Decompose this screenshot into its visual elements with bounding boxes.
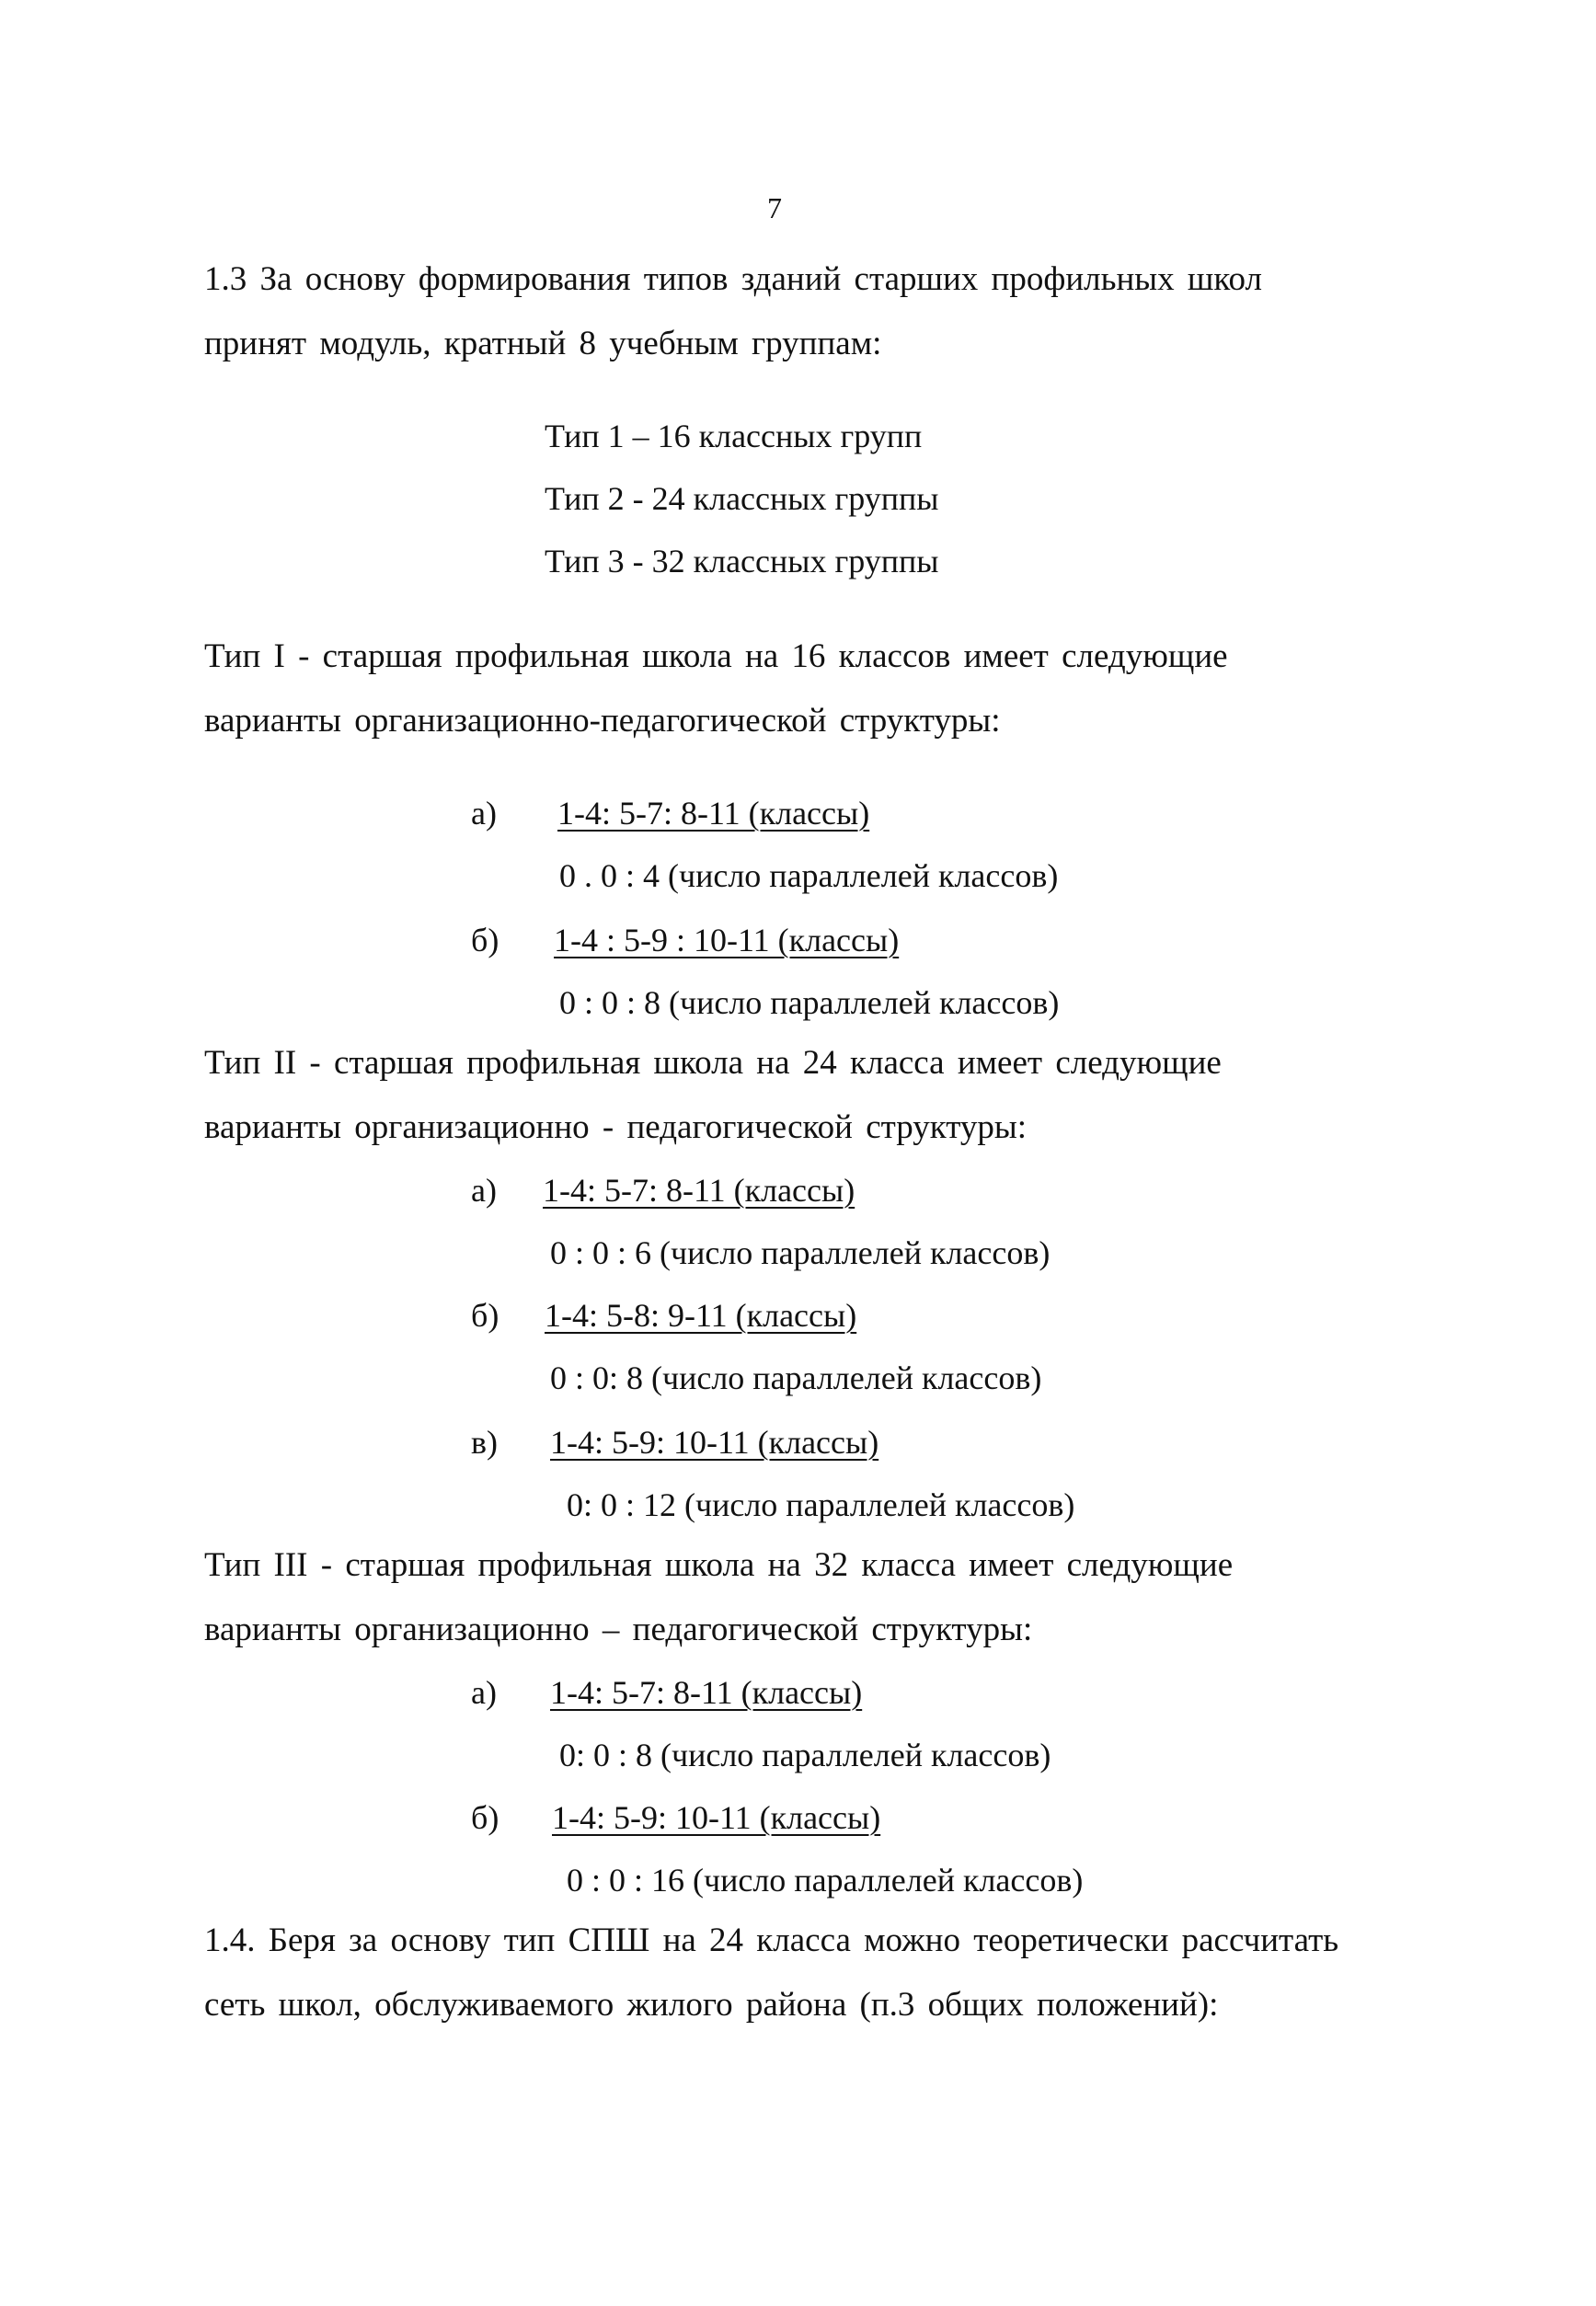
- variant-classes: 1-4: 5-7: 8-11 (классы): [550, 1674, 863, 1711]
- variant-parallels: 0 : 0: 8 (число параллелей классов): [550, 1360, 1042, 1396]
- variant-classes: 1-4: 5-7: 8-11 (классы): [557, 795, 870, 832]
- variant-letter: б): [471, 922, 499, 958]
- variant-classes: 1-4: 5-8: 9-11 (классы): [545, 1297, 857, 1334]
- type-3-line-1: Тип III - старшая профильная школа на 32 класса имеет следующие: [204, 1546, 1234, 1584]
- type-2-line-1: Тип II - старшая профильная школа на 24 класса имеет следующие: [204, 1044, 1222, 1082]
- type-3-line-2: варианты организационно – педагогической структуры:: [204, 1611, 1033, 1648]
- type-1-line-2: варианты организационно-педагогической структуры:: [204, 702, 1001, 740]
- section-1-3-line-2: принят модуль, кратный 8 учебным группам:: [204, 325, 882, 362]
- variant-classes: 1-4: 5-7: 8-11 (классы): [543, 1172, 855, 1209]
- variant-classes: 1-4: 5-9: 10-11 (классы): [552, 1799, 881, 1836]
- building-type-2: Тип 2 - 24 классных группы: [545, 480, 939, 517]
- variant-parallels: 0: 0 : 8 (число параллелей классов): [559, 1737, 1051, 1773]
- page-number: 7: [767, 191, 782, 224]
- variant-letter: б): [471, 1297, 499, 1334]
- section-1-4-line-2: сеть школ, обслуживаемого жилого района (п.3 общих положений):: [204, 1986, 1219, 2024]
- section-1-3-line-1: 1.3 За основу формирования типов зданий старших профильных школ: [204, 260, 1262, 298]
- building-type-3: Тип 3 - 32 классных группы: [545, 543, 939, 579]
- variant-letter: б): [471, 1799, 499, 1836]
- variant-letter: а): [471, 1172, 497, 1209]
- variant-parallels: 0 : 0 : 16 (число параллелей классов): [567, 1862, 1084, 1899]
- variant-letter: а): [471, 795, 497, 832]
- building-type-1: Тип 1 – 16 классных групп: [545, 418, 923, 454]
- type-1-line-1: Тип I - старшая профильная школа на 16 классов имеет следующие: [204, 637, 1228, 675]
- variant-parallels: 0: 0 : 12 (число параллелей классов): [567, 1486, 1075, 1523]
- section-1-4-line-1: 1.4. Беря за основу тип СПШ на 24 класса можно теоретически рассчитать: [204, 1922, 1339, 1959]
- variant-classes: 1-4: 5-9: 10-11 (классы): [550, 1424, 879, 1461]
- variant-letter: а): [471, 1674, 497, 1711]
- variant-letter: в): [471, 1424, 498, 1461]
- variant-parallels: 0 : 0 : 6 (число параллелей классов): [550, 1234, 1051, 1271]
- type-2-line-2: варианты организационно - педагогической структуры:: [204, 1108, 1028, 1146]
- variant-parallels: 0 : 0 : 8 (число параллелей классов): [559, 984, 1060, 1021]
- variant-parallels: 0 . 0 : 4 (число параллелей классов): [559, 857, 1059, 894]
- variant-classes: 1-4 : 5-9 : 10-11 (классы): [554, 922, 900, 958]
